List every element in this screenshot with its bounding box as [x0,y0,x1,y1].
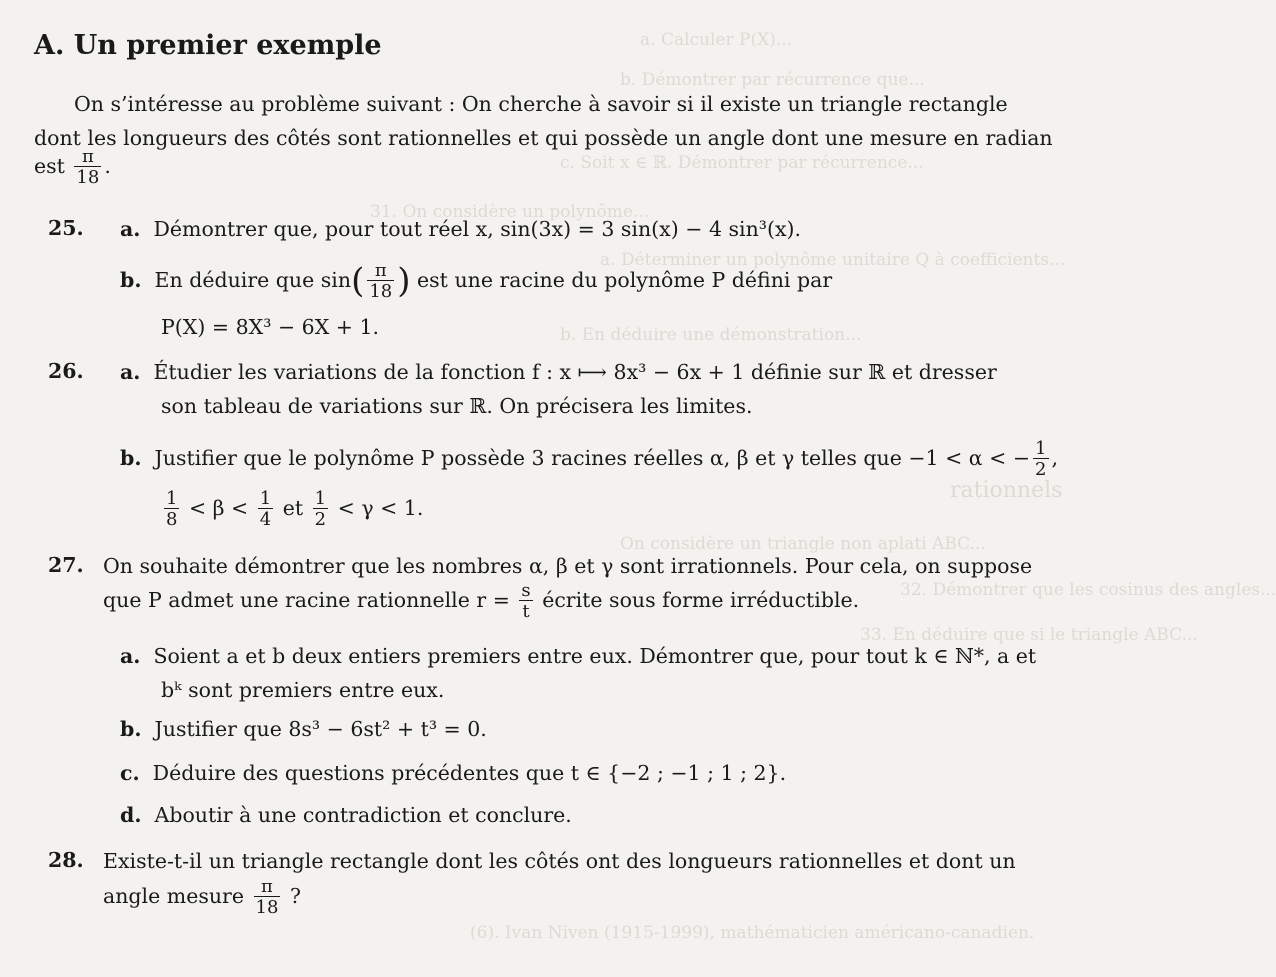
ghost-text: a. Calculer P(X)... [640,30,793,50]
q27-line-2: que P admet une racine rationnelle r = $\frac{s}{t}$ écrite sous forme irréductible. [103,580,860,622]
ghost-text: b. En déduire une démonstration... [560,325,862,345]
q27-c: c. Déduire des questions précédentes que t ∈ {−2 ; −1 ; 1 ; 2}. [120,761,787,785]
question-number: 28. [48,848,84,872]
ghost-text: b. Démontrer par récurrence que... [620,70,925,90]
question-number: 25. [48,216,84,240]
ghost-text: rationnels [950,478,1063,503]
q27-b: b. Justifier que 8s³ − 6st² + t³ = 0. [120,717,487,741]
q27-d: d. Aboutir à une contradiction et conclure. [120,803,572,827]
ghost-text: c. Soit x ∈ ℝ. Démontrer par récurrence... [560,153,924,173]
fraction: $\frac{\pi}{18}$ [76,146,100,188]
q27-a: a. Soient a et b deux entiers premiers entre eux. Démontrer que, pour tout k ∈ ℕ*, a et [120,644,1037,668]
q25-a: a. Démontrer que, pour tout réel x, sin(3x) = 3 sin(x) − 4 sin³(x). [120,217,802,241]
q26-a-line-2: son tableau de variations sur ℝ. On précisera les limites. [161,394,753,418]
ghost-text: 33. En déduire que si le triangle ABC... [860,625,1198,645]
q26-a: a. Étudier les variations de la fonction f : x ⟼ 8x³ − 6x + 1 définie sur ℝ et dresser [120,360,997,384]
ghost-text: On considère un triangle non aplati ABC... [620,534,986,554]
intro-est: est [34,154,65,178]
ghost-text: a. Déterminer un polynôme unitaire Q à coefficients... [600,250,1066,270]
question-number: 27. [48,553,84,577]
q25-b: b. En déduire que sin( $\frac{\pi}{18}$ ) est une racine du polynôme P défini par [120,260,833,302]
intro-line-2: dont les longueurs des côtés sont rationnelles et qui possède un angle dont une mesure en radian [34,126,1053,150]
q27-a-line-2: bᵏ sont premiers entre eux. [161,678,445,702]
q26-b-line-2: $\frac{1}{8}$ < β < $\frac{1}{4}$ et $\frac{1}{2}$ < γ < 1. [166,488,424,530]
section-title: A. Un premier exemple [34,30,382,61]
question-number: 26. [48,359,84,383]
q26-b: b. Justifier que le polynôme P possède 3 racines réelles α, β et γ telles que −1 < α < − $\frac{1}{2}$ , [120,438,1059,480]
q28-line-2: angle mesure $\frac{\pi}{18}$ ? [103,876,301,918]
q27-line-1: On souhaite démontrer que les nombres α, β et γ sont irrationnels. Pour cela, on suppose [103,554,1033,578]
intro-line-3: est $\frac{\pi}{18}$ . [34,146,111,188]
ghost-text: 31. On considère un polynôme... [370,202,650,222]
q28-line-1: Existe-t-il un triangle rectangle dont les côtés ont des longueurs rationnelles et dont un [103,849,1016,873]
intro-line-1: On s’intéresse au problème suivant : On cherche à savoir si il existe un triangle rectangle [74,92,1008,116]
ghost-text: (6). Ivan Niven (1915-1999), mathématicien américano-canadien. [470,923,1035,943]
ghost-text: 32. Démontrer que les cosinus des angles... [900,580,1276,600]
q25-b-polynomial: P(X) = 8X³ − 6X + 1. [161,315,380,339]
